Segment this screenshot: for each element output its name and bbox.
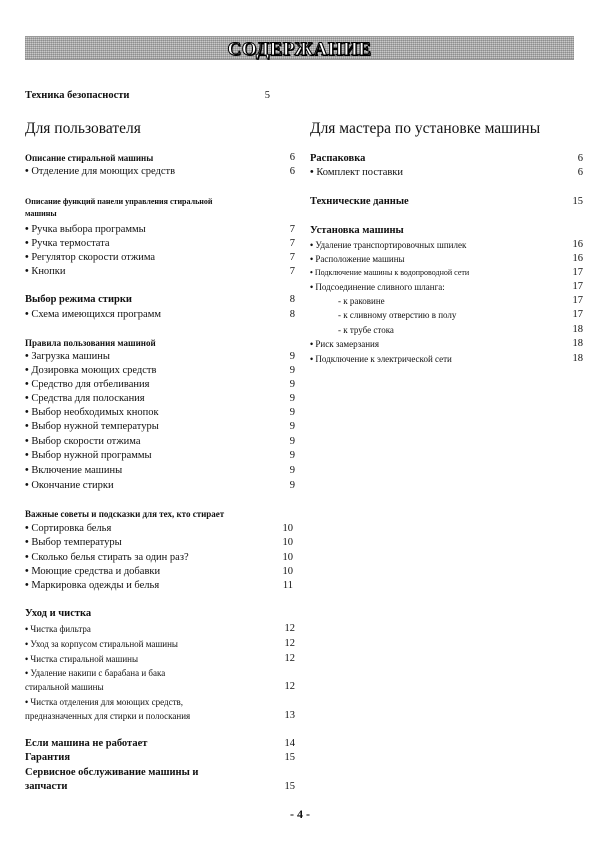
- installer-section-heading: Для мастера по установке машины: [310, 120, 541, 137]
- title-banner: [25, 36, 574, 60]
- toc-entry-label: Техника безопасности: [25, 90, 130, 101]
- user-section-heading: Для пользователя: [25, 120, 141, 137]
- page-number: - 4 -: [290, 807, 310, 821]
- toc-entry-page: 5: [264, 90, 270, 101]
- page-title: СОДЕРЖАНИЕ: [227, 39, 372, 60]
